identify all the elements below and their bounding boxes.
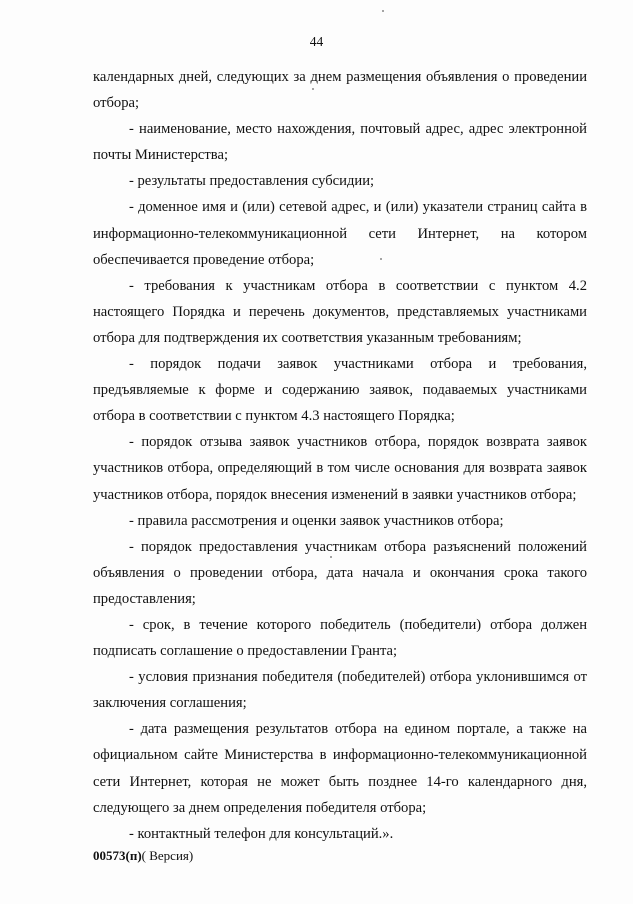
paragraph: - порядок отзыва заявок участников отбора, порядок возврата заявок участников отбора, определяющий в том числе основания для возврата заявок участников отбора, порядок внесения изменений в заявки участников отбора;: [93, 434, 587, 503]
document-code: 00573(п): [93, 848, 142, 863]
scan-speck: [380, 258, 382, 260]
paragraph: календарных дней, следующих за днем размещения объявления о проведении отбора;: [93, 69, 587, 112]
document-footer: [93, 848, 193, 864]
document-version: ( Версия): [141, 848, 194, 863]
scan-speck: [382, 10, 384, 12]
paragraph: - контактный телефон для консультаций.».: [129, 825, 394, 842]
paragraph: - дата размещения результатов отбора на едином портале, а также на официальном сайте Министерства в информационно-телекоммуникационной сети Интернет, которая не может быть позднее 14-го календарного дня, следующего за днем определения победителя отбора;: [93, 721, 587, 816]
paragraph: - результаты предоставления субсидии;: [129, 173, 375, 190]
scan-speck: [330, 556, 332, 558]
document-body: [93, 64, 587, 847]
paragraph: - наименование, место нахождения, почтовый адрес, адрес электронной почты Министерства;: [93, 121, 587, 164]
paragraph: - правила рассмотрения и оценки заявок участников отбора;: [129, 512, 504, 529]
paragraph: - доменное имя и (или) сетевой адрес, и (или) указатели страниц сайта в информационно-телекоммуникационной сети Интернет, на котором обеспечивается проведение отбора;: [93, 199, 587, 268]
paragraph: - порядок подачи заявок участниками отбора и требования, предъявляемые к форме и содержанию заявок, подаваемых участниками отбора в соответствии с пунктом 4.3 настоящего Порядка;: [93, 356, 587, 425]
paragraph: - условия признания победителя (победителей) отбора уклонившимся от заключения соглашения;: [93, 669, 587, 712]
paragraph: - срок, в течение которого победитель (победители) отбора должен подписать соглашение о предоставлении Гранта;: [93, 616, 587, 660]
paragraph: - требования к участникам отбора в соответствии с пунктом 4.2 настоящего Порядка и перечень документов, представляемых участниками отбора для подтверждения их соответствия указанным требованиям;: [93, 277, 587, 346]
scan-speck: [312, 88, 314, 90]
paragraph: - порядок предоставления участникам отбора разъяснений положений объявления о проведении отбора, дата начала и окончания срока такого предоставления;: [93, 538, 587, 607]
page-number: 44: [309, 34, 324, 49]
